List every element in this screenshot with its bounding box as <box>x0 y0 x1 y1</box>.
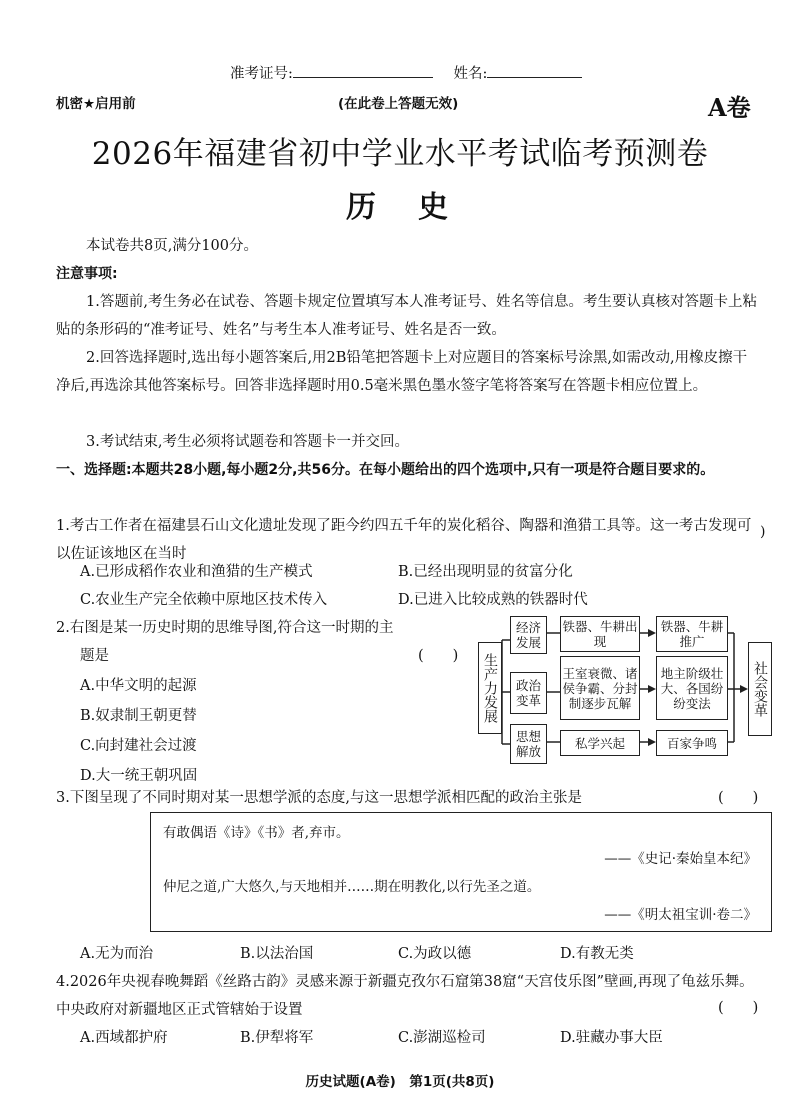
question-4-option-c: C.澎湖巡检司 <box>398 1030 486 1046</box>
question-4-option-d: D.驻藏办事大臣 <box>560 1030 663 1046</box>
admission-number-label: 准考证号: <box>230 66 293 82</box>
notes-title: 注意事项: <box>56 266 118 282</box>
question-3-option-a: A.无为而治 <box>80 946 154 962</box>
mind-map-landlord-box: 地主阶级壮大、各国纷纷变法 <box>656 656 728 720</box>
note-1: 1.答题前,考生务必在试卷、答题卡规定位置填写本人准考证号、姓名等信息。考生要认真核对答题卡上粘贴的条形码的“准考证号、姓名”与考生本人准考证号、姓名是否一致。 <box>56 294 757 338</box>
mind-map-royal-decline-box: 王室衰微、诸侯争霸、分封制逐步瓦解 <box>560 656 640 720</box>
mind-map-thought-box: 思想解放 <box>510 724 547 764</box>
quote-1-source: ——《史记·秦始皇本纪》 <box>604 851 757 867</box>
question-2-option-c: C.向封建社会过渡 <box>80 738 197 754</box>
question-3-option-b: B.以法治国 <box>240 946 314 962</box>
mind-map-politics-box: 政治变革 <box>510 672 547 714</box>
mind-map-iron-spread-box: 铁器、牛耕推广 <box>656 616 728 652</box>
question-2-stem-line2: 题是 <box>80 648 109 664</box>
mind-map-iron-appear-box: 铁器、牛耕出现 <box>560 616 640 652</box>
question-4-stem: 4.2026年央视春晚舞蹈《丝路古韵》灵感来源于新疆克孜尔石窟第38窟“天宫伎乐图”壁画,再现了龟兹乐舞。中央政府对新疆地区正式管辖始于设置 <box>56 974 754 1018</box>
question-4-option-a: A.西域都护府 <box>80 1030 168 1046</box>
question-1-option-d: D.已进入比较成熟的铁器时代 <box>398 592 588 608</box>
question-3-option-c: C.为政以德 <box>398 946 472 962</box>
question-1-option-a: A.已形成稻作农业和渔猎的生产模式 <box>80 564 313 580</box>
note-3: 3.考试结束,考生必须将试题卷和答题卡一并交回。 <box>86 434 409 450</box>
question-3-bracket: ( ) <box>718 790 759 806</box>
name-label: 姓名: <box>453 66 488 82</box>
invalid-note: (在此卷上答题无效) <box>338 96 459 112</box>
page-footer: 历史试题(A卷) 第1页(共8页) <box>305 1074 495 1090</box>
question-4-option-b: B.伊犁将军 <box>240 1030 314 1046</box>
question-2-option-d: D.大一统王朝巩固 <box>80 768 198 784</box>
mind-map-right-box: 社会变革 <box>748 642 772 736</box>
quote-2: 仲尼之道,广大悠久,与天地相并……期在明教化,以行先圣之道。 <box>163 879 541 895</box>
quote-1: 有敢偶语《诗》《书》者,弃市。 <box>163 825 350 841</box>
question-2-stem-line1: 2.右图是某一历史时期的思维导图,符合这一时期的主 <box>56 620 394 636</box>
question-1-bracket: ) <box>760 524 766 540</box>
question-2-option-a: A.中华文明的起源 <box>80 678 197 694</box>
mind-map-left-box: 生产力发展 <box>478 642 502 734</box>
secret-label: 机密★启用前 <box>56 96 136 112</box>
mind-map-economy-box: 经济发展 <box>510 616 547 654</box>
question-4-bracket: ( ) <box>718 1000 759 1016</box>
question-1-option-c: C.农业生产完全依赖中原地区技术传入 <box>80 592 328 608</box>
note-2: 2.回答选择题时,选出每小题答案后,用2B铅笔把答题卡上对应题目的答案标号涂黑,如需改动,用橡皮擦干净后,再选涂其他答案标号。回答非选择题时用0.5毫米黑色墨水签字笔将答案写在答题卡相应位置上。 <box>56 350 748 394</box>
question-1-stem: 1.考古工作者在福建昙石山文化遗址发现了距今约四五千年的炭化稻谷、陶器和渔猎工具等。这一考古发现可以佐证该地区在当时 <box>56 518 752 562</box>
mind-map-private-school-box: 私学兴起 <box>560 730 640 756</box>
question-1-option-b: B.已经出现明显的贫富分化 <box>398 564 573 580</box>
question-3-option-d: D.有教无类 <box>560 946 634 962</box>
question-2-bracket: ( ) <box>418 648 459 664</box>
mind-map-hundred-schools-box: 百家争鸣 <box>656 730 728 756</box>
quote-2-source: ——《明太祖宝训·卷二》 <box>604 907 757 923</box>
paper-summary: 本试卷共8页,满分100分。 <box>86 238 259 254</box>
question-2-option-b: B.奴隶制王朝更替 <box>80 708 197 724</box>
question-3-quote-box <box>150 812 772 932</box>
page-title: 2026年福建省初中学业水平考试临考预测卷 <box>91 136 709 172</box>
section-heading-text: 一、选择题:本题共28小题,每小题2分,共56分。在每小题给出的四个选项中,只有一项是符合题目要求的。 <box>56 462 715 478</box>
subject-title: 历 史 <box>346 190 454 225</box>
question-3-stem: 3.下图呈现了不同时期对某一思想学派的态度,与这一思想学派相匹配的政治主张是 <box>56 790 582 806</box>
paper-version: A卷 <box>708 93 751 122</box>
